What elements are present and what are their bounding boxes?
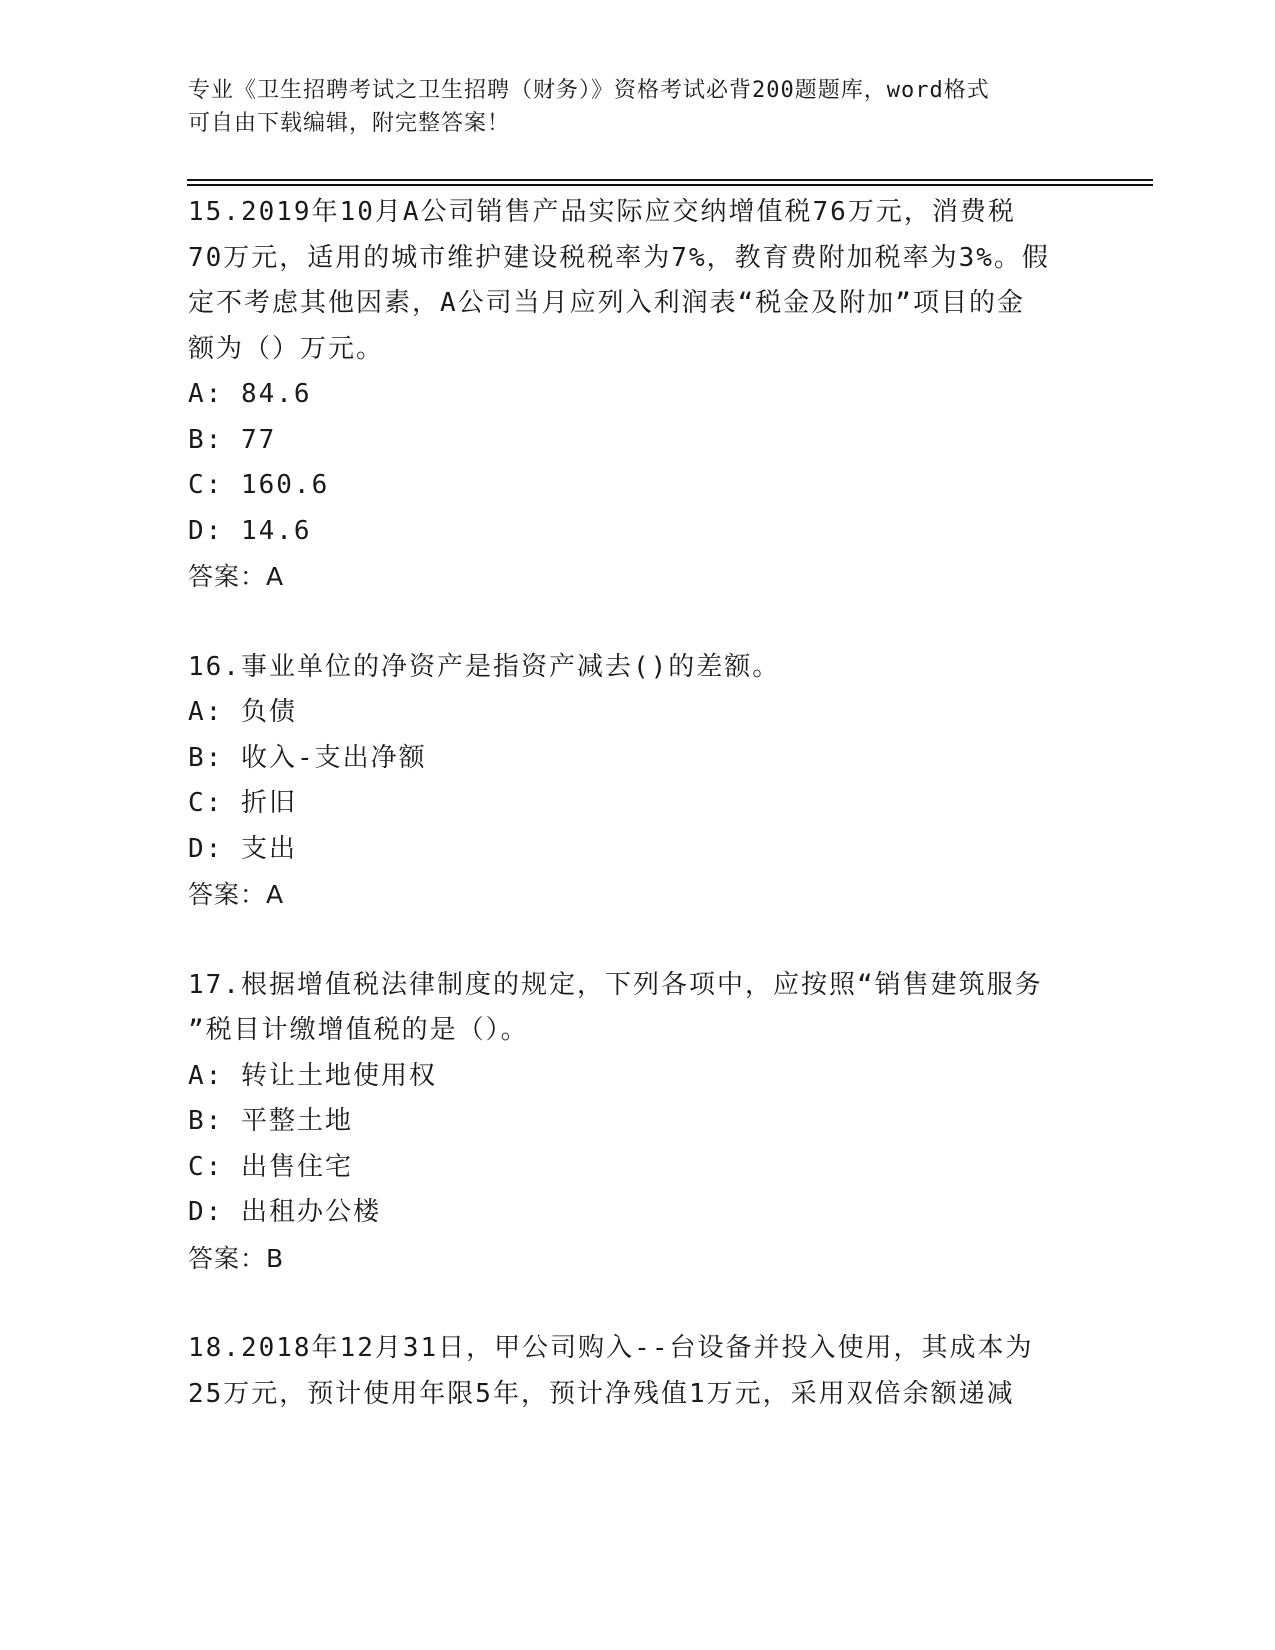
question-18 bbox=[188, 1326, 1088, 1417]
spacer bbox=[188, 1281, 1088, 1326]
question-stem-line: 70万元，适用的城市维护建设税税率为7%，教育费附加税率为3%。假 bbox=[188, 242, 1050, 273]
header-divider-top bbox=[187, 179, 1153, 181]
option-c: C: 出售住宅 bbox=[188, 1151, 353, 1182]
question-stem-line: 25万元，预计使用年限5年，预计净残值1万元，采用双倍余额递减 bbox=[188, 1378, 1015, 1409]
question-15 bbox=[188, 190, 1088, 600]
question-stem-line: ”税目计缴增值税的是（）。 bbox=[188, 1015, 529, 1045]
option-d: D: 14.6 bbox=[188, 515, 312, 546]
answer-line: 答案：B bbox=[188, 1243, 285, 1273]
option-a: A: 84.6 bbox=[188, 379, 312, 409]
option-b: B: 收入-支出净额 bbox=[188, 742, 427, 773]
question-stem-line: 17.根据增值税法律制度的规定，下列各项中，应按照“销售建筑服务 bbox=[188, 969, 1043, 1000]
header-divider-bottom bbox=[187, 184, 1153, 186]
question-stem-line: 定不考虑其他因素，A公司当月应列入利润表“税金及附加”项目的金 bbox=[188, 288, 1025, 318]
question-17 bbox=[188, 963, 1088, 1282]
option-a: A: 转让土地使用权 bbox=[188, 1060, 437, 1091]
question-list bbox=[188, 190, 1088, 1417]
option-d: D: 支出 bbox=[188, 833, 297, 864]
answer-line: 答案：A bbox=[188, 562, 285, 591]
option-c: C: 160.6 bbox=[188, 470, 330, 500]
option-d: D: 出租办公楼 bbox=[188, 1197, 381, 1227]
question-16 bbox=[188, 645, 1088, 918]
option-a: A: 负债 bbox=[188, 697, 297, 727]
spacer bbox=[188, 918, 1088, 963]
header-line-1: 专业《卫生招聘考试之卫生招聘（财务）》资格考试必背200题题库，word格式 bbox=[188, 78, 990, 103]
question-stem-line: 18.2018年12月31日，甲公司购入--台设备并投入使用，其成本为 bbox=[188, 1333, 1034, 1363]
document-header bbox=[188, 74, 1068, 140]
answer-line: 答案：A bbox=[188, 880, 285, 909]
option-b: B: 平整土地 bbox=[188, 1106, 353, 1136]
question-stem-line: 15.2019年10月A公司销售产品实际应交纳增值税76万元，消费税 bbox=[188, 197, 1016, 227]
question-stem-line: 额为（）万元。 bbox=[188, 333, 385, 364]
option-c: C: 折旧 bbox=[188, 788, 297, 818]
header-line-2: 可自由下载编辑，附完整答案！ bbox=[188, 111, 511, 136]
spacer bbox=[188, 600, 1088, 645]
option-b: B: 77 bbox=[188, 424, 277, 455]
question-stem-line: 16.事业单位的净资产是指资产减去()的差额。 bbox=[188, 651, 781, 682]
